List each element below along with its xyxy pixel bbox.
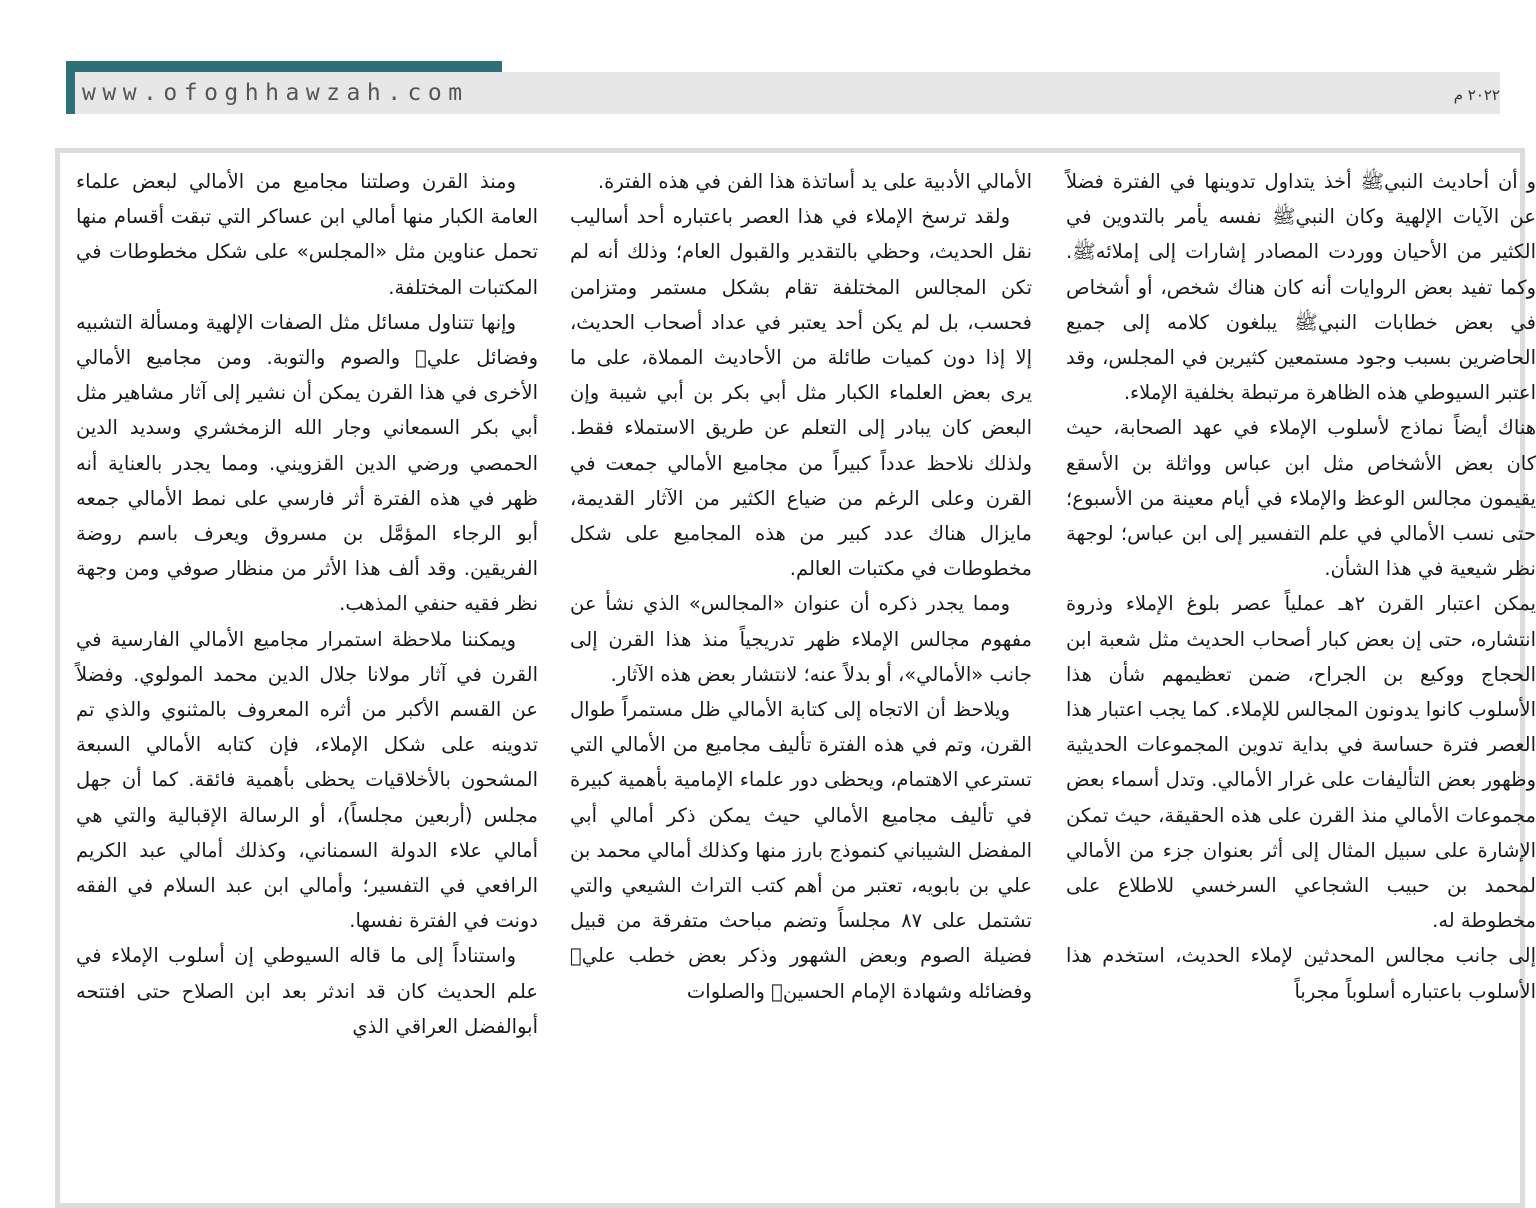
paragraph: واستناداً إلى ما قاله السيوطي إن أسلوب الإملاء في علم الحديث كان قد اندثر بعد ابن الصلاح حتى افتتحه أبوالفضل العراقي الذي: [76, 944, 538, 1038]
paragraph: و أن أحاديث النبيﷺ أخذ يتداول تدوينها في الفترة فضلاً عن الآيات الإلهية وكان النبيﷺ نفسه يأمر بالتدوين في الكثير من الأحيان ووردت المصادر إشارات إلى إملائهﷺ. وكما تفيد بعض الروايات أنه كان هناك شخص، أو أشخاص في بعض خطابات النبيﷺ يبلغون كلامه إلى جميع الحاضرين بسبب وجود مستمعين كثيرين في المجلس، وقد اعتبر السيوطي هذه الظاهرة مرتبطة بخلفية الإملاء.: [1066, 170, 1536, 405]
header-accent-bar: [66, 61, 502, 72]
issue-date: ۲۰۲۲ م: [1453, 86, 1500, 104]
article-column-left: [76, 164, 538, 1175]
header-accent-edge: [66, 61, 75, 114]
paragraph: ولقد ترسخ الإملاء في هذا العصر باعتباره أحد أساليب نقل الحديث، وحظي بالتقدير والقبول العام؛ وذلك أنه لم تكن المجالس المختلفة تقام بشكل مستمر ومتزامن فحسب، بل لم يكن أحد يعتبر في عداد أصحاب الحديث، إلا إذا دون كميات طائلة من الأحاديث المملاة، على ما يرى بعض العلماء الكبار مثل أبي بكر بن أبي شيبة وإن البعض كان يبادر إلى التعلم عن طريق الاستملاء فقط. ولذلك نلاحظ عدداً كبيراً من مجاميع الأمالي جمعت في القرن وعلى الرغم من ضياع الكثير من الآثار القديمة، مايزال هناك عدد كبير من هذه المجاميع على شكل مخطوطات في مكتبات العالم.: [570, 205, 1032, 581]
site-url[interactable]: www.ofoghhawzah.com: [82, 80, 469, 106]
paragraph: هناك أيضاً نماذج لأسلوب الإملاء في عهد الصحابة، حيث كان بعض الأشخاص مثل ابن عباس وواثلة بن الأسقع يقيمون مجالس الوعظ والإملاء في أيام معينة من الأسبوع؛ حتى نسب الأمالي في علم التفسير إلى ابن عباس؛ لوجهة نظر شيعية في هذا الشأن.: [1066, 416, 1536, 581]
paragraph: ومما يجدر ذكره أن عنوان «المجالس» الذي نشأ عن مفهوم مجالس الإملاء ظهر تدريجياً منذ هذا القرن إلى جانب «الأمالي»، أو بدلاً عنه؛ لانتشار بعض هذه الآثار.: [570, 592, 1032, 686]
paragraph: الأمالي الأدبية على يد أساتذة هذا الفن في هذه الفترة.: [597, 170, 1032, 193]
paragraph: يمكن اعتبار القرن ٢هـ عملياً عصر بلوغ الإملاء وذروة انتشاره، حتى إن بعض كبار أصحاب الحديث مثل شعبة ابن الحجاج ووكيع بن الجراح، ضمن تعظيمهم شأن هذا الأسلوب كانوا يدونون المجالس للإملاء. كما يجب اعتبار هذا العصر فترة حساسة في بداية تدوين المجموعات الحديثية وظهور بعض التأليفات على غرار الأمالي. وتدل أسماء بعض مجموعات الأمالي منذ القرن على هذه الحقيقة، حيث تمكن الإشارة على سبيل المثال إلى أثر بعنوان جزء من الأمالي لمحمد بن حبيب الشجاعي السرخسي للاطلاع على مخطوطة له.: [1066, 592, 1536, 933]
paragraph: وإنها تتناول مسائل مثل الصفات الإلهية ومسألة التشبيه وفضائل عليؑ والصوم والتوبة. ومن مجاميع الأمالي الأخرى في هذا القرن يمكن أن نشير إلى آثار مشاهير مثل أبي بكر السمعاني وجار الله الزمخشري وسديد الدين الحمصي ورضي الدين القزويني. ومما يجدر بالعناية أنه ظهر في هذه الفترة أثر فارسي على نمط الأمالي جمعه أبو الرجاء المؤمَّل بن مسروق ويعرف باسم روضة الفريقين. وقد ألف هذا الأثر من منظار صوفي ومن وجهة نظر فقيه حنفي المذهب.: [76, 310, 538, 616]
article-column-right: [1066, 164, 1536, 1175]
paragraph: إلى جانب مجالس المحدثين لإملاء الحديث، استخدم هذا الأسلوب باعتباره أسلوباً مجرباً: [1066, 944, 1536, 1003]
article-column-middle: [570, 164, 1032, 1175]
paragraph: ويمكننا ملاحظة استمرار مجاميع الأمالي الفارسية في القرن في آثار مولانا جلال الدين محمد المولوي. وفضلاً عن القسم الأكبر من أثره المعروف بالمثنوي والذي تم تدوينه على شكل الإملاء، فإن كتابه الأمالي السبعة المشحون بالأخلاقيات يحظى بأهمية فائقة. كما أن جهل مجلس (أربعين مجلساً)، أو الرسالة الإقبالية والتي هي أمالي علاء الدولة السمناني، وكذلك أمالي عبد الكريم الرافعي في التفسير؛ وأمالي ابن عبد السلام في الفقه دونت في الفترة نفسها.: [76, 627, 538, 933]
paragraph: ويلاحظ أن الاتجاه إلى كتابة الأمالي ظل مستمراً طوال القرن، وتم في هذه الفترة تأليف مجاميع من الأمالي التي تسترعي الاهتمام، ويحظى دور علماء الإمامية بأهمية كبيرة في تأليف مجاميع الأمالي حيث يمكن ذكر أمالي أبي المفضل الشيباني كنموذج بارز منها وكذلك أمالي محمد بن علي بن بابويه، تعتبر من أهم كتب التراث الشيعي والتي تشتمل على ٨٧ مجلساً وتضم مباحث متفرقة من قبيل فضيلة الصوم وبعض الشهور وذكر بعض خطب عليؑ وفضائله وشهادة الإمام الحسينؑ والصلوات: [570, 698, 1032, 1003]
paragraph: ومنذ القرن وصلتنا مجاميع من الأمالي لبعض علماء العامة الكبار منها أمالي ابن عساكر التي تبقت أقسام منها تحمل عناوين مثل «المجلس» على شكل مخطوطات في المكتبات المختلفة.: [76, 170, 538, 299]
